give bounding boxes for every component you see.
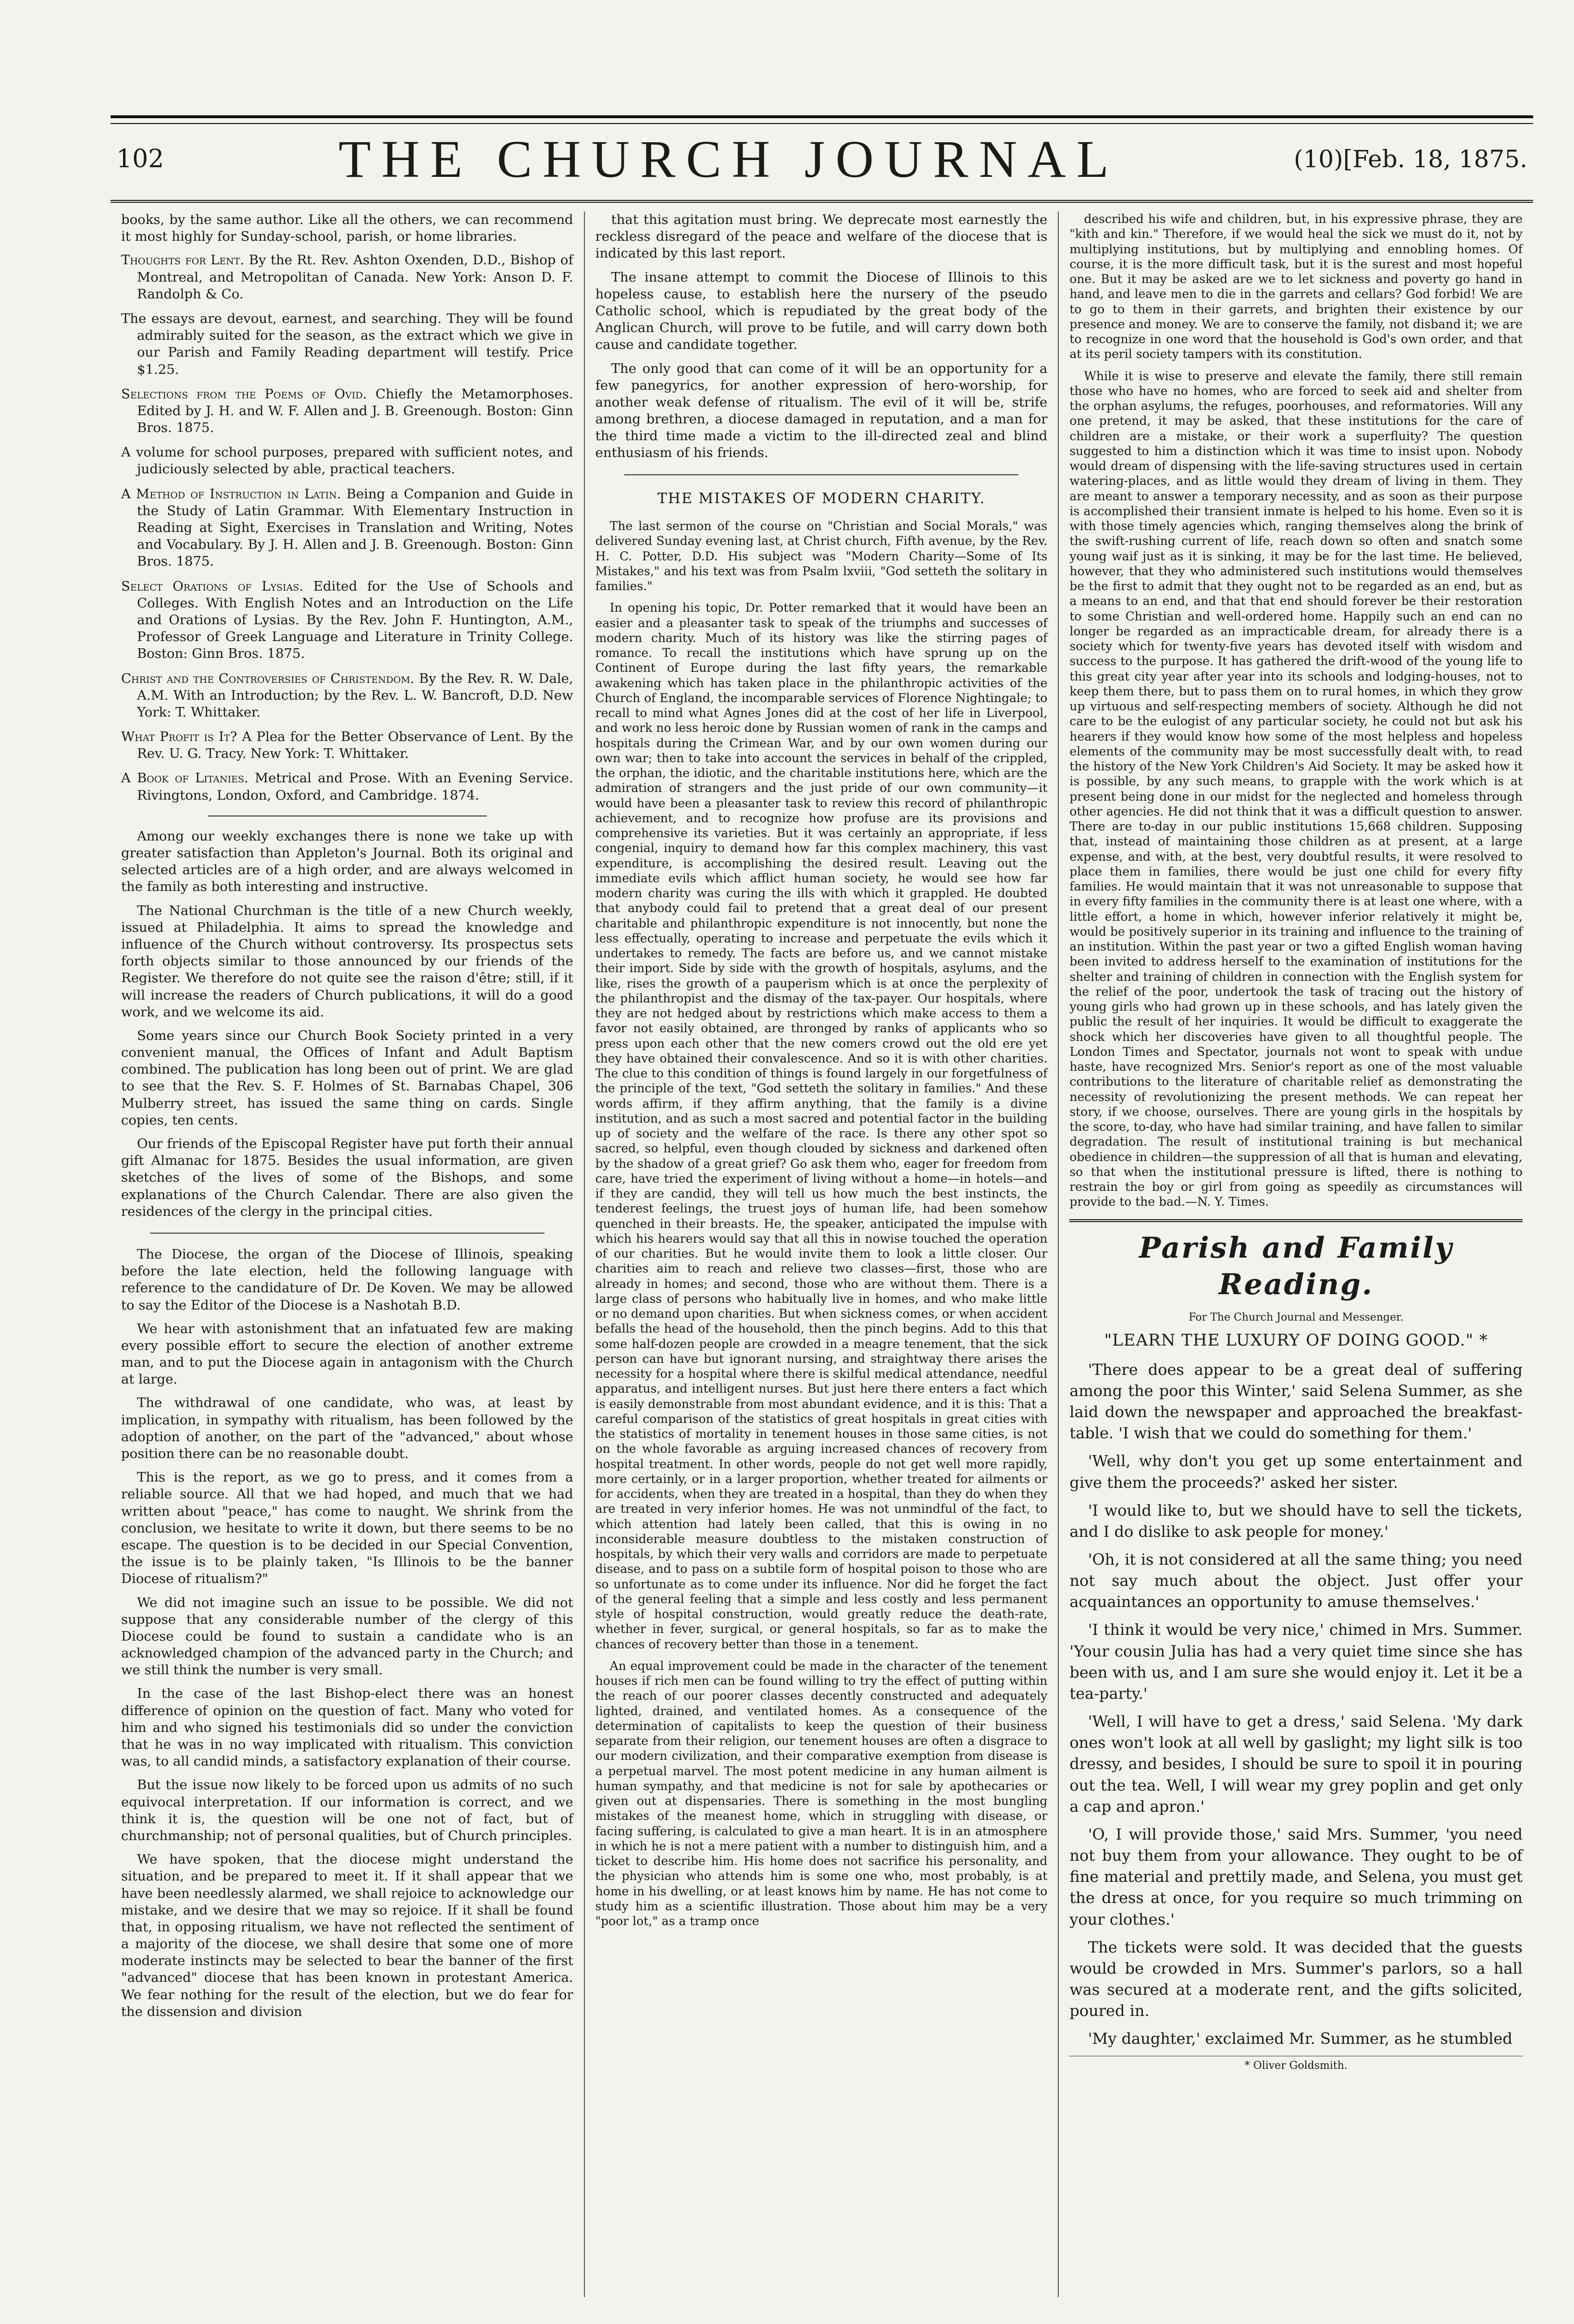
divider: [624, 474, 1019, 475]
paragraph: 'O, I will provide those,' said Mrs. Summer, 'you need not buy them from your allowance. They ought to be of fine material and prettily made, and Selena, you must get the dress at once, for you require so much trimming on your clothes.': [1069, 1825, 1523, 1928]
paragraph: The tickets were sold. It was decided that the guests would be crowded in Mrs. Summer's parlors, so a hall was secured at a moderate rent, and the gifts solicited, poured in.: [1069, 1938, 1523, 2020]
charity-article-continued: [1069, 211, 1523, 1210]
divider: [1069, 1219, 1523, 1222]
paragraph: We have spoken, that the diocese might understand the situation, and be prepared to meet it. If it shall appear that we have been needlessly alarmed, we shall rejoice to acknowledge our mistake, and we desire that we may so rejoice. If it shall be found that, in opposing ritualism, we have not reflected the sentiment of a majority of the diocese, we shall desire that some one of more moderate instincts may be selected to bear the banner of the first "advanced" diocese that has been known in protestant America. We fear nothing for the result of the election, but we do fear for the dissension and division: [121, 1852, 573, 2019]
column-2: [585, 211, 1059, 2297]
divider: [150, 1233, 545, 1234]
paragraph: Some years since our Church Book Society printed in a very convenient manual, the Offices of Infant and Adult Baptism combined. The publication has long been out of print. We are glad to see that the Rev. S. F. Holmes of St. Barnabas Chapel, 306 Mulberry street, has issued the same thing on cards. Single copies, ten cents.: [121, 1027, 573, 1128]
paragraph: 'My daughter,' exclaimed Mr. Summer, as he stumbled: [1088, 2029, 1512, 2048]
paragraph: The only good that can come of it will be an opportunity for a few panegyrics, for another expression of hero-worship, for another weak defense of ritualism. The evil of it will be, strife among brethren, a diocese damaged in reputation, and a man for the third time made a victim to the ill-directed zeal and blind enthusiasm of his friends.: [595, 360, 1048, 461]
story-text: [1069, 1359, 1523, 2050]
diocese-article-continued: [595, 211, 1048, 462]
book-entry: [121, 310, 573, 378]
diocese-article: [121, 1246, 573, 2020]
masthead: [111, 115, 1533, 203]
book-detail: By the Rt. Rev. Ashton Oxenden, D.D., Bishop of Montreal, and Metropolitan of Canada. New York: Anson D. F. Randolph & Co.: [137, 252, 573, 302]
paragraph: An equal improvement could be made in the character of the tenement houses if rich men can be found willing to try the effect of putting within the reach of our poorer classes decently constructed and adequately lighted, drained, and ventilated homes. As a consequence of the determination of capitalists to keep the question of their business separate from their religion, our tenement houses are often a disgrace to our modern civilization, and their comparative exemption from disease is a perpetual marvel. The most potent medicine in any human ailment is human sympathy, and that medicine is not for sale by apothecaries or given out at dispensaries. There is something in the most bungling mistakes of the meanest home, which in struggling with disease, or facing suffering, is calculated to give a man heart. It is in an atmosphere in which he is not a mere patient with a number to distinguish him, and a ticket to describe him. His home does not sacrifice his personality, and the physician who attends him is some one who, most probably, is at home in his dwelling, or at least knows him by name. He has not come to study him as a scientific illustration. Those about him may be a very "poor lot," as a tramp once: [595, 1658, 1048, 1928]
paragraph: This is the report, as we go to press, and it comes from a reliable source. All that we had hoped, and much that we had written about "peace," has come to naught. We shrink from the conclusion, we hesitate to write it down, but there seems to be no escape. The question is to be decided in our Special Convention, the issue is to be plainly taken, "Is Illinois to be the banner Diocese of ritualism?": [121, 1470, 573, 1587]
book-detail: Being a Companion and Guide in the Study of Latin Grammar. With Elementary Instruction in Reading at Sight, Exercises in Translation and Writing, Notes and Vocabulary. By J. H. Allen and J. B. Greenough. Boston: Ginn Bros. 1875.: [137, 486, 573, 569]
book-detail: By the Rev. R. W. Dale, A.M. With an Introduction; by the Rev. L. W. Bancroft, D.D. New York: T. Whittaker.: [137, 670, 573, 720]
book-detail: A Plea for the Better Observance of Lent. By the Rev. U. G. Tracy. New York: T. Whittaker.: [137, 729, 573, 762]
paragraph: Among our weekly exchanges there is none we take up with greater satisfaction than Appleton's Journal. Both its original and selected articles are of a high order, and are always welcomed in the family as both interesting and instructive.: [121, 828, 573, 895]
paragraph: 'I would like to, but we should have to sell the tickets, and I do dislike to ask people for money.': [1069, 1501, 1523, 1541]
book-title: Select Orations of Lysias.: [121, 578, 304, 594]
book-entry: [121, 578, 573, 663]
book-list: [121, 252, 573, 804]
book-entry: [121, 770, 573, 804]
charity-article: [595, 519, 1048, 1928]
paragraph: 'I think it would be very nice,' chimed in Mrs. Summer. 'Your cousin Julia has had a very quiet time since she has been with us, and I am sure she would enjoy it. Let it be a tea-party.': [1069, 1620, 1523, 1703]
issue-date: (10)[Feb. 18, 1875.: [1293, 145, 1527, 173]
paragraph: 'There does appear to be a great deal of suffering among the poor this Winter,' said Selena Summer, as she laid down the newspaper and approached the breakfast-table. 'I wish that we could do something for them.': [1069, 1360, 1523, 1443]
column-3: [1059, 211, 1533, 2297]
book-entry: [121, 252, 573, 303]
book-entry: [121, 729, 573, 762]
paragraph: The withdrawal of one candidate, who was, at least by implication, in sympathy with ritualism, has been followed by the adoption of another, on the part of the "advanced," about whose position there can be no reasonable doubt.: [121, 1395, 573, 1461]
book-entry: [121, 386, 573, 437]
book-title: A Method of Instruction in Latin.: [121, 486, 341, 502]
book-title: Thoughts for Lent.: [121, 252, 245, 268]
paragraph: 'Well, why don't you get up some entertainment and give them the proceeds?' asked her sister.: [1069, 1452, 1523, 1492]
paragraph: In opening his topic, Dr. Potter remarked that it would have been an easier and a pleasanter task to speak of the triumphs and successes of modern charity. Much of its history was like the stirring pages of romance. To recall the institutions which have sprung up on the Continent of Europe during the last fifty years, the remarkable awakening which has taken place in the philanthropic activities of the Church of England, the incomparable services of Florence Nightingale; to recall to mind what Agnes Jones did at the cost of her life in Liverpool, and work no less heroic done by Russian women of rank in the camps and hospitals during the Crimean War, and by our own women during our own war; then to take into account the services in behalf of the crippled, the orphan, the idiotic, and the charitable institutions here, which are the admiration of strangers and the just pride of our own community—it would have been a pleasanter task to review this record of philanthropic achievement, and to recognize how profuse are its provisions and comprehensive its varieties. But it was certainly an appropriate, if less congenial, inquiry to demand how far this complex machinery, this vast expenditure, is accomplishing the desired result. Leaving out the immediate evils which afflict human society, he would see how far modern charity was curing the ills with which it grappled. He doubted that anybody could fail to pretend that a great deal of our present charitable and philanthropic expenditure is not innocently, but none the less effectually, operating to increase and perpetuate the evils which it undertakes to remedy. The facts are before us, and we cannot mistake their import. Side by side with the growth of hospitals, asylums, and the like, rises the growth of a pauperism which is at once the perplexity of the philanthropist and the dismay of the tax-payer. Our hospitals, where they are not hedged about by restrictions which make access to them a favor not easily obtained, are thronged by ranks of applicants who so press upon each other that the new comers crowd out the old ere yet they have obtained their convalescence. And so it is with other charities. The clue to this condition of things is found largely in our forgetfulness of the principle of the text, "God setteth the solitary in families." And these words affirm, if they affirm anything, that the family is a divine institution, and as such a most sacred and potential factor in the building up of society and the welfare of the race. Is there any other spot so sacred, so helpful, even though clouded by sickness and darkened often by the shadow of a great grief? Go ask them who, eager for freedom from care, have tried the experiment of living without a home—in hotels—and if they are candid, they will tell us how much the best instincts, the tenderest feelings, the truest joys of human life, had been somehow quenched in their breasts. He, the speaker, anticipated the impulse with which his hearers would say that all this in nowise touched the operation of our charities. But he would invite them to look a little closer. Our charities aim to reach and relieve two classes—first, those who are already in homes; and second, those who are without them. There is a large class of persons who habitually live in homes, and who make little or no demand upon charities. But when sickness comes, or when accident befalls the head of the household, then the pinch begins. Add to this that some half-dozen people are crowded in a meagre tenement, that the sick person can have but ignorant nursing, and straightway there arises the necessity for a hospital where there is skilful medical attendance, needful apparatus, and intelligent nurses. But just here there enters a fact which is easily demonstrable from most abundant evidence, and it is this: That a careful comparison of the statistics of great hospitals in great cities with the statistics of mortality in tenement houses in those same cities, is not on the whole favorable as arguing increased chances of recovery from hospital treatment. In other words, people do not get well more rapidly, more certainly, or in a larger proportion, whether treated for ailments or for accidents, when they are treated in a hospital, than they do when they are treated in very inferior homes. He was not unmindful of the fact, to which attention had lately been called, that this is owing in no inconsiderable measure doubtless to the mistaken construction of hospitals, by which their very walls and corridors are made to perpetuate disease, and to pass on a subtile form of hospital poison to those who are so unfortunate as to come under its influence. Nor did he forget the fact of the general feeling that a simple and less costly and less permanent style of hospital construction, would greatly reduce the death-rate, whether in fever, surgical, or general hospitals, so far as to make the chances of recovery better than those in a tenement.: [595, 601, 1048, 1651]
book-entry: [121, 444, 573, 478]
book-title: Christ and the Controversies of Christendom.: [121, 670, 415, 686]
section-heading-charity: THE MISTAKES OF MODERN CHARITY.: [657, 490, 986, 507]
book-title: What Profit is It?: [121, 729, 237, 745]
book-review-intro: books, by the same author. Like all the others, we can recommend it most highly for Sunday-school, parish, or home libraries.: [121, 212, 573, 245]
columns: [111, 211, 1533, 2297]
paragraph: While it is wise to preserve and elevate the family, there still remain those who have no homes, who are forced to seek aid and shelter from the orphan asylums, the refuges, poorhouses, and reformatories. Will any one pretend, it may be asked, that these institutions for the care of children are a mistake, or their work a superfluity? The question suggested to him a distinction which it was time to insist upon. Nobody would dream of dispensing with the life-saving structures used in certain watering-places, and as little would they dream of living in them. They are meant to answer a temporary necessity, and as soon as their purpose is accomplished their transient inmate is helped to his home. Even so it is with those timely agencies which, ranging themselves along the brink of the swift-rushing current of life, reach down so often and snatch some young waif just as it is sinking, it may be for the last time. He believed, however, that they who administered such institutions would themselves be the first to admit that they ought not to be regarded as an end, but as a means to an end, and that that end should forever be their restoration to some Christian and well-ordered home. Happily such an end can no longer be regarded as an impracticable dream, for already there is a society which for twenty-five years has devoted itself with wisdom and success to the purpose. It has gathered the drift-wood of the young life to this great city year after year into its schools and lodging-houses, not to keep them there, but to pass them on to rural homes, in which they grow up virtuous and self-respecting members of society. Although he did not care to be the eulogist of any particular society, he could not but ask his hearers if they would know how some of the most helpless and hopeless elements of the community may be most successfully dealt with, to read the history of the New York Children's Aid Society. It may be asked how it is possible, by any such means, to grapple with the work which is at present being done in our midst for the neglected and homeless through other agencies. He did not think that it was a difficult question to answer. There are to-day in our public institutions 15,668 children. Supposing that, instead of maintaining those children as at present, at a large expense, and with, at the best, very doubtful results, it were resolved to place them in families, there would be just one child for every fifty families. He would maintain that it was not unreasonable to suppose that in every fifty families in the community there is at least one where, with a little effort, a home in which, however inferior relatively it might be, would be positively superior in its training and influence to the training of an institution. Within the past year or two a gifted English woman having been invited to address herself to the examination of institutions for the shelter and training of children in connection with the English system for the relief of the poor, undertook the task of tracing out the history of young girls who had grown up in these schools, and has lately given the public the result of her inquiries. It would be difficult to exaggerate the shock which her discoveries have given to all thoughtful people. The London Times and Spectator, journals not wont to speak with undue haste, have recognized Mrs. Senior's report as one of the most valuable contributions to the literature of charitable relief as demonstrating the necessity of revolutionizing the present methods. We can repeat her story, if we choose, ourselves. There are young girls in the hospitals by the score, to-day, who have had similar training, and have fallen to similar degradation. The result of institutional training is but mechanical obedience in children—the suppression of all that is human and elevating, so that when the institutional pressure is lifted, there is nothing to restrain the boy or girl from going as speedily as circumstances will provide to the bad.—N. Y. Times.: [1069, 369, 1523, 1209]
paragraph: We hear with astonishment that an infatuated few are making every possible effort to secure the election of another extreme man, and to put the Diocese again in antagonism with the Church at large.: [121, 1321, 573, 1387]
book-detail: A volume for school purposes, prepared with sufficient notes, and judiciously selected by able, practical teachers.: [121, 445, 573, 477]
paragraph: We did not imagine such an issue to be possible. We did not suppose that any considerable number of the clergy of this Diocese could be found to sustain a candidate who is an acknowledged champion of the advanced party in the Church; and we still think the number is very small.: [121, 1595, 573, 1678]
book-detail: Metrical and Prose. With an Evening Service. Rivingtons, London, Oxford, and Cambridge. 1874.: [137, 770, 573, 803]
paragraph: The National Churchman is the title of a new Church weekly, issued at Philadelphia. It aims to spread the knowledge and influence of the Church without controversy. Its prospectus sets forth objects similar to those announced by our friends of the Register. We therefore do not quite see the raison d'être; still, if it will increase the readers of Church publications, it will do a good work, and we welcome its aid.: [121, 902, 573, 1020]
paragraph: 'Oh, it is not considered at all the same thing; you need not say much about the object. Just offer your acquaintances an opportunity to amuse themselves.': [1069, 1550, 1523, 1611]
paragraph: But the issue now likely to be forced upon us admits of no such equivocal interpretation. If our information is correct, and we think it is, the question will be one not of fact, but of churchmanship; not of personal qualities, but of Church principles.: [121, 1777, 573, 1843]
page-number: 102: [116, 145, 164, 173]
footnote: * Oliver Goldsmith.: [1069, 2056, 1523, 2073]
book-detail: Edited for the Use of Schools and Colleges. With English Notes and an Introduction on the Life and Orations of Lysias. By the Rev. John F. Huntington, A.M., Professor of Greek Language and Literature in Trinity College. Boston: Ginn Bros. 1875.: [137, 578, 573, 662]
section-heading-parish: Parish and Family Reading.: [1139, 1231, 1453, 1302]
book-detail: The essays are devout, earnest, and searching. They will be found admirably suited for the season, as the extract which we give in our Parish and Family Reading department will testify. Price $1.25.: [121, 310, 573, 377]
story-title: "LEARN THE LUXURY OF DOING GOOD." *: [1104, 1331, 1488, 1350]
paragraph: described his wife and children, but, in his expressive phrase, they are "kith and kin." Therefore, if we would heal the sick we must do it, not by multiplying institutions, but by multiplying and ennobling homes. Of course, it is the more difficult task, but it is the surest and most hopeful one. But it may be asked are we to let sickness and poverty go hand in hand, and leave men to die in the garrets and cellars? God forbid! We are to go to them in their garrets, and brighten their existence by our presence and money. We are to conserve the family, not disband it; we are to recognize in one word that the household is God's own order, and that at its peril society tampers with its constitution.: [1069, 212, 1523, 361]
newspaper-title: THE CHURCH JOURNAL: [338, 129, 1119, 188]
paragraph: In the case of the last Bishop-elect there was an honest difference of opinion on the question of fact. Many who voted for him and who signed his testimonials did so under the conviction that he was in no way implicated with ritualism. This conviction was, to all candid minds, a satisfactory explanation of their course.: [121, 1686, 573, 1769]
book-title: A Book of Litanies.: [121, 770, 248, 786]
newspaper-page: [111, 115, 1533, 2297]
credit-line: For The Church Journal and Messenger.: [1189, 1311, 1404, 1324]
paragraph: The Diocese, the organ of the Diocese of Illinois, speaking before the late election, held the following language with reference to the candidature of Dr. De Koven. We may be allowed to say the Editor of the Diocese is a Nashotah B.D.: [121, 1246, 573, 1313]
exchange-notes: [121, 828, 573, 1220]
paragraph: The insane attempt to commit the Diocese of Illinois to this hopeless cause, to establish here the nursery of the pseudo Catholic school, which is repudiated by the great body of the Anglican Church, will prove to be futile, and will carry down both cause and candidate together.: [595, 269, 1048, 353]
paragraph: Our friends of the Episcopal Register have put forth their annual gift Almanac for 1875. Besides the usual information, are given sketches of the lives of some of the Bishops, and some explanations of the Church Calendar. There are also given the residences of the clergy in the principal cities.: [121, 1136, 573, 1219]
book-title: Selections from the Poems of Ovid.: [121, 386, 367, 402]
paragraph: 'Well, I will have to get a dress,' said Selena. 'My dark ones won't look at all well by gaslight; my light silk is too dressy, and besides, I should be sure to spoil it in pouring out the tea. Well, I will wear my grey poplin and get only a cap and apron.': [1069, 1712, 1523, 1816]
paragraph: The last sermon of the course on "Christian and Social Morals," was delivered Sunday evening last, at Christ church, Fifth avenue, by the Rev. H. C. Potter, D.D. His subject was "Modern Charity—Some of Its Mistakes," and his text was from Psalm lxviii, "God setteth the solitary in families.": [595, 519, 1048, 593]
book-entry: [121, 670, 573, 721]
column-1: [111, 211, 585, 2297]
book-detail: Chiefly the Metamorphoses. Edited by J. H. and W. F. Allen and J. B. Greenough. Boston: Ginn Bros. 1875.: [137, 386, 573, 436]
book-entry: [121, 486, 573, 570]
paragraph: that this agitation must bring. We deprecate most earnestly the reckless disregard of the peace and welfare of the diocese that is indicated by this last report.: [595, 212, 1048, 261]
